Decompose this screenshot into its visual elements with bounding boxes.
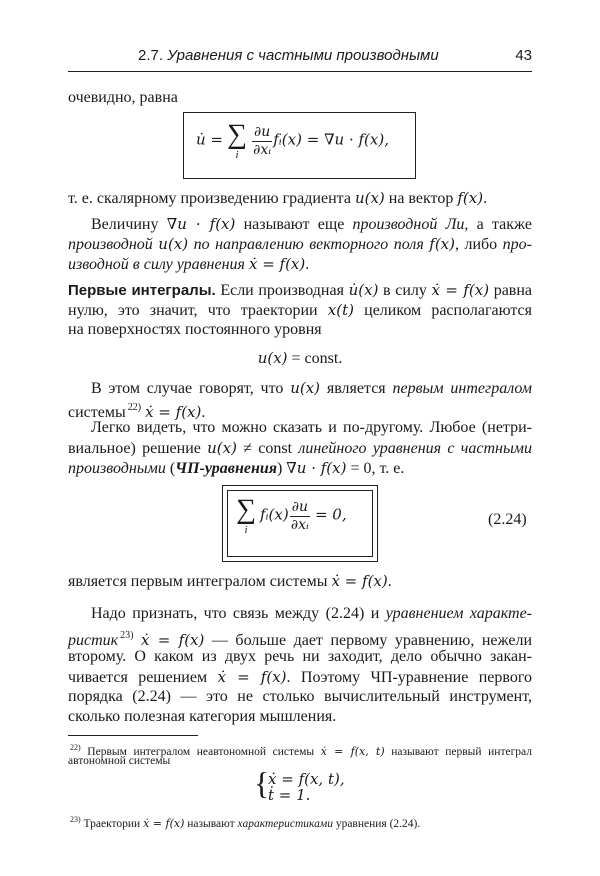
footnote-ref: 22) [127, 402, 142, 413]
text-run: производной [68, 236, 159, 253]
footnote-rule [68, 735, 198, 736]
formula-rhs: fᵢ(x) = ∇u · f(x), [273, 130, 389, 149]
text-run: виальное) решение [68, 440, 208, 457]
text-run: , а также [464, 216, 532, 233]
text-run: Первым интегралом неавтономной системы [80, 746, 321, 758]
text-run: , либо [454, 236, 503, 253]
text-line [68, 687, 532, 707]
text-run: . [201, 404, 206, 421]
math-inline: ∇u · f(x) [166, 215, 236, 233]
fraction-denominator: ∂xᵢ [290, 516, 309, 533]
text-run: ЧП-уравнения [175, 460, 277, 477]
inner-box [227, 490, 373, 557]
text-run: — больше дает первому уравнению, нежели [204, 632, 532, 649]
footnote-ref: 22) [70, 743, 81, 752]
text-line [68, 188, 532, 209]
text-run: второму. О каком из двух речь ни заходит, дело обычно закан- [68, 648, 532, 665]
math-inline: ẋ = f(x) [431, 281, 490, 299]
header-rule [68, 71, 532, 72]
formula-term: fᵢ(x) [259, 505, 289, 524]
running-header [68, 47, 532, 67]
math-inline: u(x) [290, 379, 321, 397]
text-run: Если производная [215, 282, 349, 299]
text-line [68, 254, 532, 275]
text-run: первым интегралом [392, 380, 533, 397]
text-run: = 0, т. е. [346, 460, 405, 477]
text-line [68, 438, 532, 459]
fraction-denominator: ∂xᵢ [253, 141, 272, 158]
text-line [68, 667, 532, 688]
boxed-formula-1 [183, 112, 416, 179]
text-line [68, 280, 532, 301]
sum-index: i [244, 524, 248, 536]
text-line [68, 214, 532, 235]
sum-index: i [235, 149, 239, 161]
footnote-ref: 23) [70, 815, 81, 824]
system-row-2: ṫ = 1. [268, 786, 311, 804]
footnote-ref: 23) [120, 630, 134, 641]
formula-lhs: u̇ = [196, 130, 223, 149]
equation-number: (2.24) [488, 511, 527, 528]
text-line [68, 418, 532, 438]
math-inline: ẋ = f(x) [143, 817, 185, 830]
text-run: . [305, 256, 310, 273]
text-run: ристик [68, 632, 119, 649]
text-line [68, 320, 532, 340]
text-run: называют первый интеграл [384, 746, 533, 758]
text-run: порядка (2.24) — это не столько вычислительный инструмент, [68, 688, 532, 705]
text-run: В этом случае говорят, что [91, 380, 291, 397]
boxed-formula-2-24 [222, 485, 378, 562]
text-line [68, 348, 532, 369]
text-run: про- [502, 236, 532, 253]
text-run: Первые интегралы. [68, 282, 216, 299]
math-inline: ẋ = f(x) [248, 255, 306, 273]
fraction-numerator: ∂u [253, 123, 271, 140]
left-brace: { [254, 765, 270, 801]
text-run: чивается решением [68, 669, 218, 686]
text-run: производной Ли [352, 216, 465, 233]
text-run: Величину [91, 216, 167, 233]
text-run: изводной в силу уравнения [68, 256, 249, 273]
text-run: . [387, 573, 392, 590]
system-row-1: ẋ = f(x, t), [268, 770, 345, 788]
section-number: 2.7. [138, 47, 164, 64]
footnote-line [68, 812, 532, 832]
text-run: целиком располагаются [353, 302, 533, 319]
text-run: системы [68, 404, 126, 421]
text-run: уравнением характе- [385, 605, 533, 622]
math-inline: ẋ = f(x) [145, 403, 202, 421]
text-line [68, 458, 532, 479]
math-inline: ẋ = f(x) [217, 668, 287, 686]
text-run: характеристиками [237, 818, 333, 830]
math-inline: u̇(x) [348, 281, 379, 299]
section-heading [138, 47, 439, 64]
text-run: ) [276, 460, 287, 477]
math-inline: u(x) [207, 439, 237, 457]
text-run: на вектор [384, 190, 458, 207]
text-run: Надо признать, что связь между (2.24) и [91, 605, 386, 622]
text-line [68, 707, 532, 727]
text-run: сколько полезная категория мышления. [68, 708, 337, 725]
text-line [68, 300, 532, 321]
text-run: равна [489, 282, 533, 299]
sigma: ∑ [236, 494, 256, 525]
text-run: производными [68, 460, 166, 477]
math-inline: u(x) [257, 349, 288, 367]
formula-rhs: = 0, [314, 505, 347, 524]
fraction [290, 499, 310, 534]
text-run: называют [184, 818, 238, 830]
text-run: = const. [287, 350, 343, 367]
math-inline: ẋ = f(x) [141, 631, 205, 649]
text-run: автономной системы [68, 755, 171, 767]
text-run: нулю, это значит, что траектории [68, 302, 328, 319]
page-number: 43 [515, 47, 532, 64]
math-inline: u(x) [354, 189, 385, 207]
text-run: ( [165, 460, 176, 477]
text-run: т. е. скалярному произведению градиента [68, 190, 355, 207]
math-inline: x(t) [327, 301, 354, 319]
text-run: Легко видеть, что можно сказать и по-другому. Любое (нетри- [91, 419, 532, 436]
footnote-line [68, 754, 532, 769]
fraction-numerator: ∂u [291, 498, 308, 515]
text-run: является первым интегралом системы [68, 573, 332, 590]
sum-symbol [236, 496, 256, 536]
fraction [252, 124, 272, 159]
math-inline: ẋ = f(x) [331, 572, 388, 590]
text-run: называют еще [235, 216, 353, 233]
math-inline: f(x) [457, 189, 484, 207]
math-inline: f(x) [429, 235, 455, 253]
math-inline: ∇u · f(x) [286, 459, 347, 477]
text-run: очевидно, равна [68, 89, 178, 106]
text-line [68, 378, 532, 399]
text-run: является [320, 380, 393, 397]
text-line [68, 647, 532, 667]
text-run: линейного уравнения с частными [298, 440, 533, 457]
text-line [68, 571, 532, 592]
text-run: по направлению векторного поля [188, 236, 430, 253]
text-run: . [483, 190, 488, 207]
section-title: Уравнения с частными производными [167, 47, 439, 64]
text-run: Траектории [80, 818, 144, 830]
text-run: в силу [378, 282, 432, 299]
sigma: ∑ [227, 119, 247, 150]
text-run: . Поэтому ЧП-уравнение первого [286, 669, 532, 686]
text-run: уравнения (2.24). [332, 818, 421, 830]
math-inline: u(x) [158, 235, 189, 253]
text-run: ≠ const [236, 440, 299, 457]
text-line [68, 604, 532, 624]
sum-symbol [227, 121, 247, 161]
text-line [68, 88, 532, 108]
math-inline: ẋ = f(x, t) [320, 745, 385, 758]
text-line [68, 234, 532, 255]
text-run: на поверхностях постоянного уровня [68, 321, 322, 338]
